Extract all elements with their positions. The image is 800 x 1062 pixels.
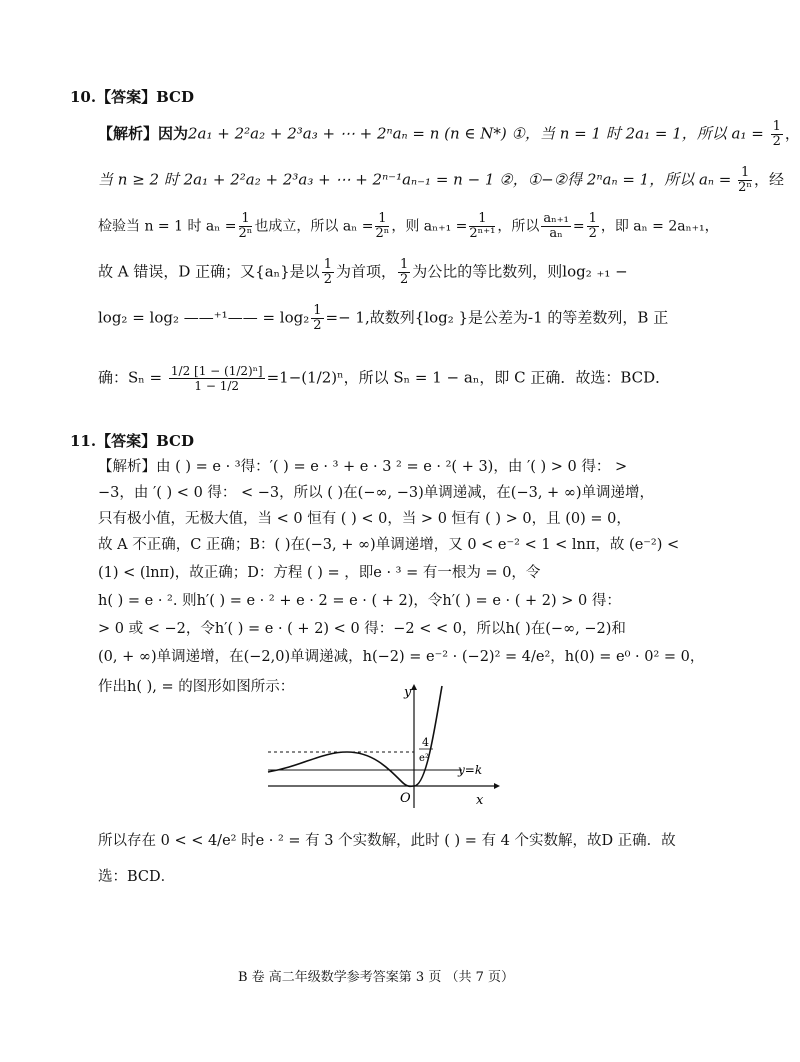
frac-den: 2 bbox=[313, 318, 322, 333]
q10-l3-frac2 bbox=[375, 212, 389, 241]
q10-analysis-line-1 bbox=[98, 120, 800, 149]
q10-l3-a: 检验当 n = 1 时 aₙ = bbox=[98, 218, 237, 235]
q10-l3-frac4 bbox=[541, 212, 570, 241]
q10-l5-a: log₂ = log₂ ——⁺¹—— = log₂ bbox=[98, 308, 310, 327]
q10-l2-text: 当 n ≥ 2 时 2a₁ + 2²a₂ + 2³a₃ + ⋯ + 2ⁿ⁻¹aₙ₋₁ = n − 1 ②，①−②得 2ⁿaₙ = 1，所以 aₙ = bbox=[98, 170, 732, 189]
origin-label: O bbox=[400, 791, 411, 806]
q10-analysis-line-2 bbox=[98, 166, 784, 195]
y-axis-label: y bbox=[404, 685, 412, 700]
q10-l1-post: ， bbox=[784, 124, 800, 143]
q11-line-5: (1) < (lnπ)，故正确；D：方程 ( ) = ，即e · ³ = 有一根为 = 0，令 bbox=[98, 565, 541, 581]
q11-answer-heading: 11.【答案】BCD bbox=[70, 432, 194, 450]
frac-den: 2ⁿ⁺¹ bbox=[469, 226, 496, 241]
q10-l6-c: ，所以 Sₙ = 1 − aₙ，即 C 正确．故选：BCD． bbox=[343, 368, 671, 387]
q10-l6-pow: (1/2)ⁿ bbox=[301, 368, 344, 387]
curve-h bbox=[268, 686, 442, 786]
q11-line-9: 作出h( ), = 的图形如图所示： bbox=[98, 679, 295, 695]
q10-analysis-line-5 bbox=[98, 304, 668, 333]
function-graph bbox=[262, 682, 502, 812]
q11-line-4: 故 A 不正确，C 正确；B：( )在(−3, + ∞)单调递增，又 0 < e⁻² < 1 < lnπ，故 (e⁻²) < bbox=[98, 537, 680, 553]
q11-line-8: (0, + ∞)单调递增，在(−2,0)单调递减，h(−2) = e⁻² · (−2)² = 4/e²，h(0) = e⁰ · 0² = 0， bbox=[98, 649, 705, 665]
q11-line-11: 选：BCD． bbox=[98, 869, 176, 885]
q10-l3-frac5 bbox=[587, 212, 599, 241]
q10-l6-b: =1− bbox=[266, 368, 302, 387]
q10-sn-fraction bbox=[169, 364, 265, 393]
frac-den: 2ⁿ bbox=[238, 226, 253, 241]
q10-l4-a: 故 A 错误，D 正确；又{aₙ}是以 bbox=[98, 262, 320, 281]
q11-line-2: −3，由 ′( ) < 0 得： < −3，所以 ( )在(−∞, −3)单调递减，在(−3, + ∞)单调递增， bbox=[98, 485, 655, 501]
page-footer: B 卷 高二年级数学参考答案第 3 页 （共 7 页） bbox=[237, 970, 515, 985]
q11-line-10: 所以存在 0 < < 4/e² 时e · ² = 有 3 个实数解，此时 ( ) = 有 4 个实数解，故D 正确．故 bbox=[98, 833, 676, 849]
x-axis-arrow bbox=[494, 783, 500, 789]
q10-analysis-line-4 bbox=[98, 258, 628, 287]
frac-num: aₙ₊₁ bbox=[543, 211, 569, 226]
line-k-label: y=k bbox=[458, 763, 483, 777]
q10-l3-frac1 bbox=[239, 212, 253, 241]
q10-l6-a: 确：Sₙ = bbox=[98, 368, 163, 387]
frac-num: 1 bbox=[738, 166, 752, 181]
frac-den: 2ⁿ bbox=[375, 226, 390, 241]
x-axis-label: x bbox=[476, 793, 484, 808]
y-axis-arrow bbox=[411, 684, 417, 690]
frac-num: 1 bbox=[399, 257, 409, 272]
q11-line-6: h( ) = e · ². 则h′( ) = e · ² + e · 2 = e · ( + 2)，令h′( ) = e · ( + 2) > 0 得： bbox=[98, 593, 621, 609]
q10-l4-frac1 bbox=[322, 258, 334, 287]
frac-den: 2 bbox=[588, 226, 597, 241]
q10-l3-b: 也成立，所以 aₙ = bbox=[254, 218, 374, 235]
q10-l4-frac2 bbox=[398, 258, 410, 287]
frac-num: 1 bbox=[323, 257, 332, 272]
q10-l3-c: ，则 aₙ₊₁ = bbox=[391, 218, 468, 235]
q10-l5-frac bbox=[311, 304, 323, 333]
q10-l3-e: = bbox=[572, 218, 585, 235]
q10-l1-math: 2a₁ + 2²a₂ + 2³a₃ + ⋯ + 2ⁿaₙ = n (n ∈ N*) ①，当 n = 1 时 2a₁ = 1，所以 a₁ = bbox=[188, 124, 764, 143]
q11-line-3: 只有极小值，无极大值，当 < 0 恒有 ( ) < 0，当 > 0 恒有 ( ) > 0，且 (0) = 0， bbox=[98, 511, 631, 527]
frac-den: aₙ bbox=[549, 226, 563, 241]
q10-l2-frac bbox=[738, 166, 752, 195]
frac-den: 2ⁿ bbox=[738, 180, 753, 195]
q10-l4-c: 为公比的等比数列，则log₂ ₊₁ − bbox=[412, 262, 628, 281]
level-num: 4 bbox=[422, 736, 429, 749]
frac-num: 1 bbox=[588, 211, 597, 226]
frac-den: 2 bbox=[772, 134, 781, 149]
frac-num: 1 bbox=[469, 212, 495, 227]
q10-l4-b: 为首项， bbox=[335, 262, 396, 281]
q10-analysis-line-6 bbox=[98, 364, 670, 393]
q11-line-7: > 0 或 < −2，令h′( ) = e · ( + 2) < 0 得：−2 < < 0，所以h( )在(−∞, −2)和 bbox=[98, 621, 626, 637]
frac-den: 2 bbox=[399, 272, 409, 287]
frac-num: 1 bbox=[375, 212, 389, 227]
q10-analysis-line-3 bbox=[98, 212, 719, 241]
q10-l3-d: ，所以 bbox=[497, 218, 540, 235]
level-den: e² bbox=[419, 753, 429, 764]
q11-line-1: 【解析】由 ( ) = e · ³得：′( ) = e · ³ + e · 3 ² = e · ²( + 3)，由 ′( ) > 0 得： > bbox=[98, 459, 628, 475]
q10-l5-b: =− 1,故数列{log₂ }是公差为-1 的等差数列，B 正 bbox=[325, 308, 669, 327]
frac-den: 1 − 1/2 bbox=[194, 379, 240, 393]
frac-num: 1 bbox=[313, 303, 322, 318]
q10-analysis-label: 【解析】因为 bbox=[98, 124, 189, 143]
q10-l2-post: ，经 bbox=[754, 170, 785, 189]
frac-num: 1 bbox=[239, 212, 253, 227]
frac-num: 1/2 [1 − (1/2)ⁿ] bbox=[170, 364, 263, 378]
frac-den: 2 bbox=[323, 272, 332, 287]
q10-l3-f: ，即 aₙ = 2aₙ₊₁， bbox=[600, 218, 719, 235]
q10-answer-heading: 10.【答案】BCD bbox=[70, 88, 194, 106]
q10-l1-frac bbox=[771, 120, 783, 149]
frac-num: 1 bbox=[772, 119, 781, 134]
q10-l3-frac3 bbox=[469, 212, 495, 241]
